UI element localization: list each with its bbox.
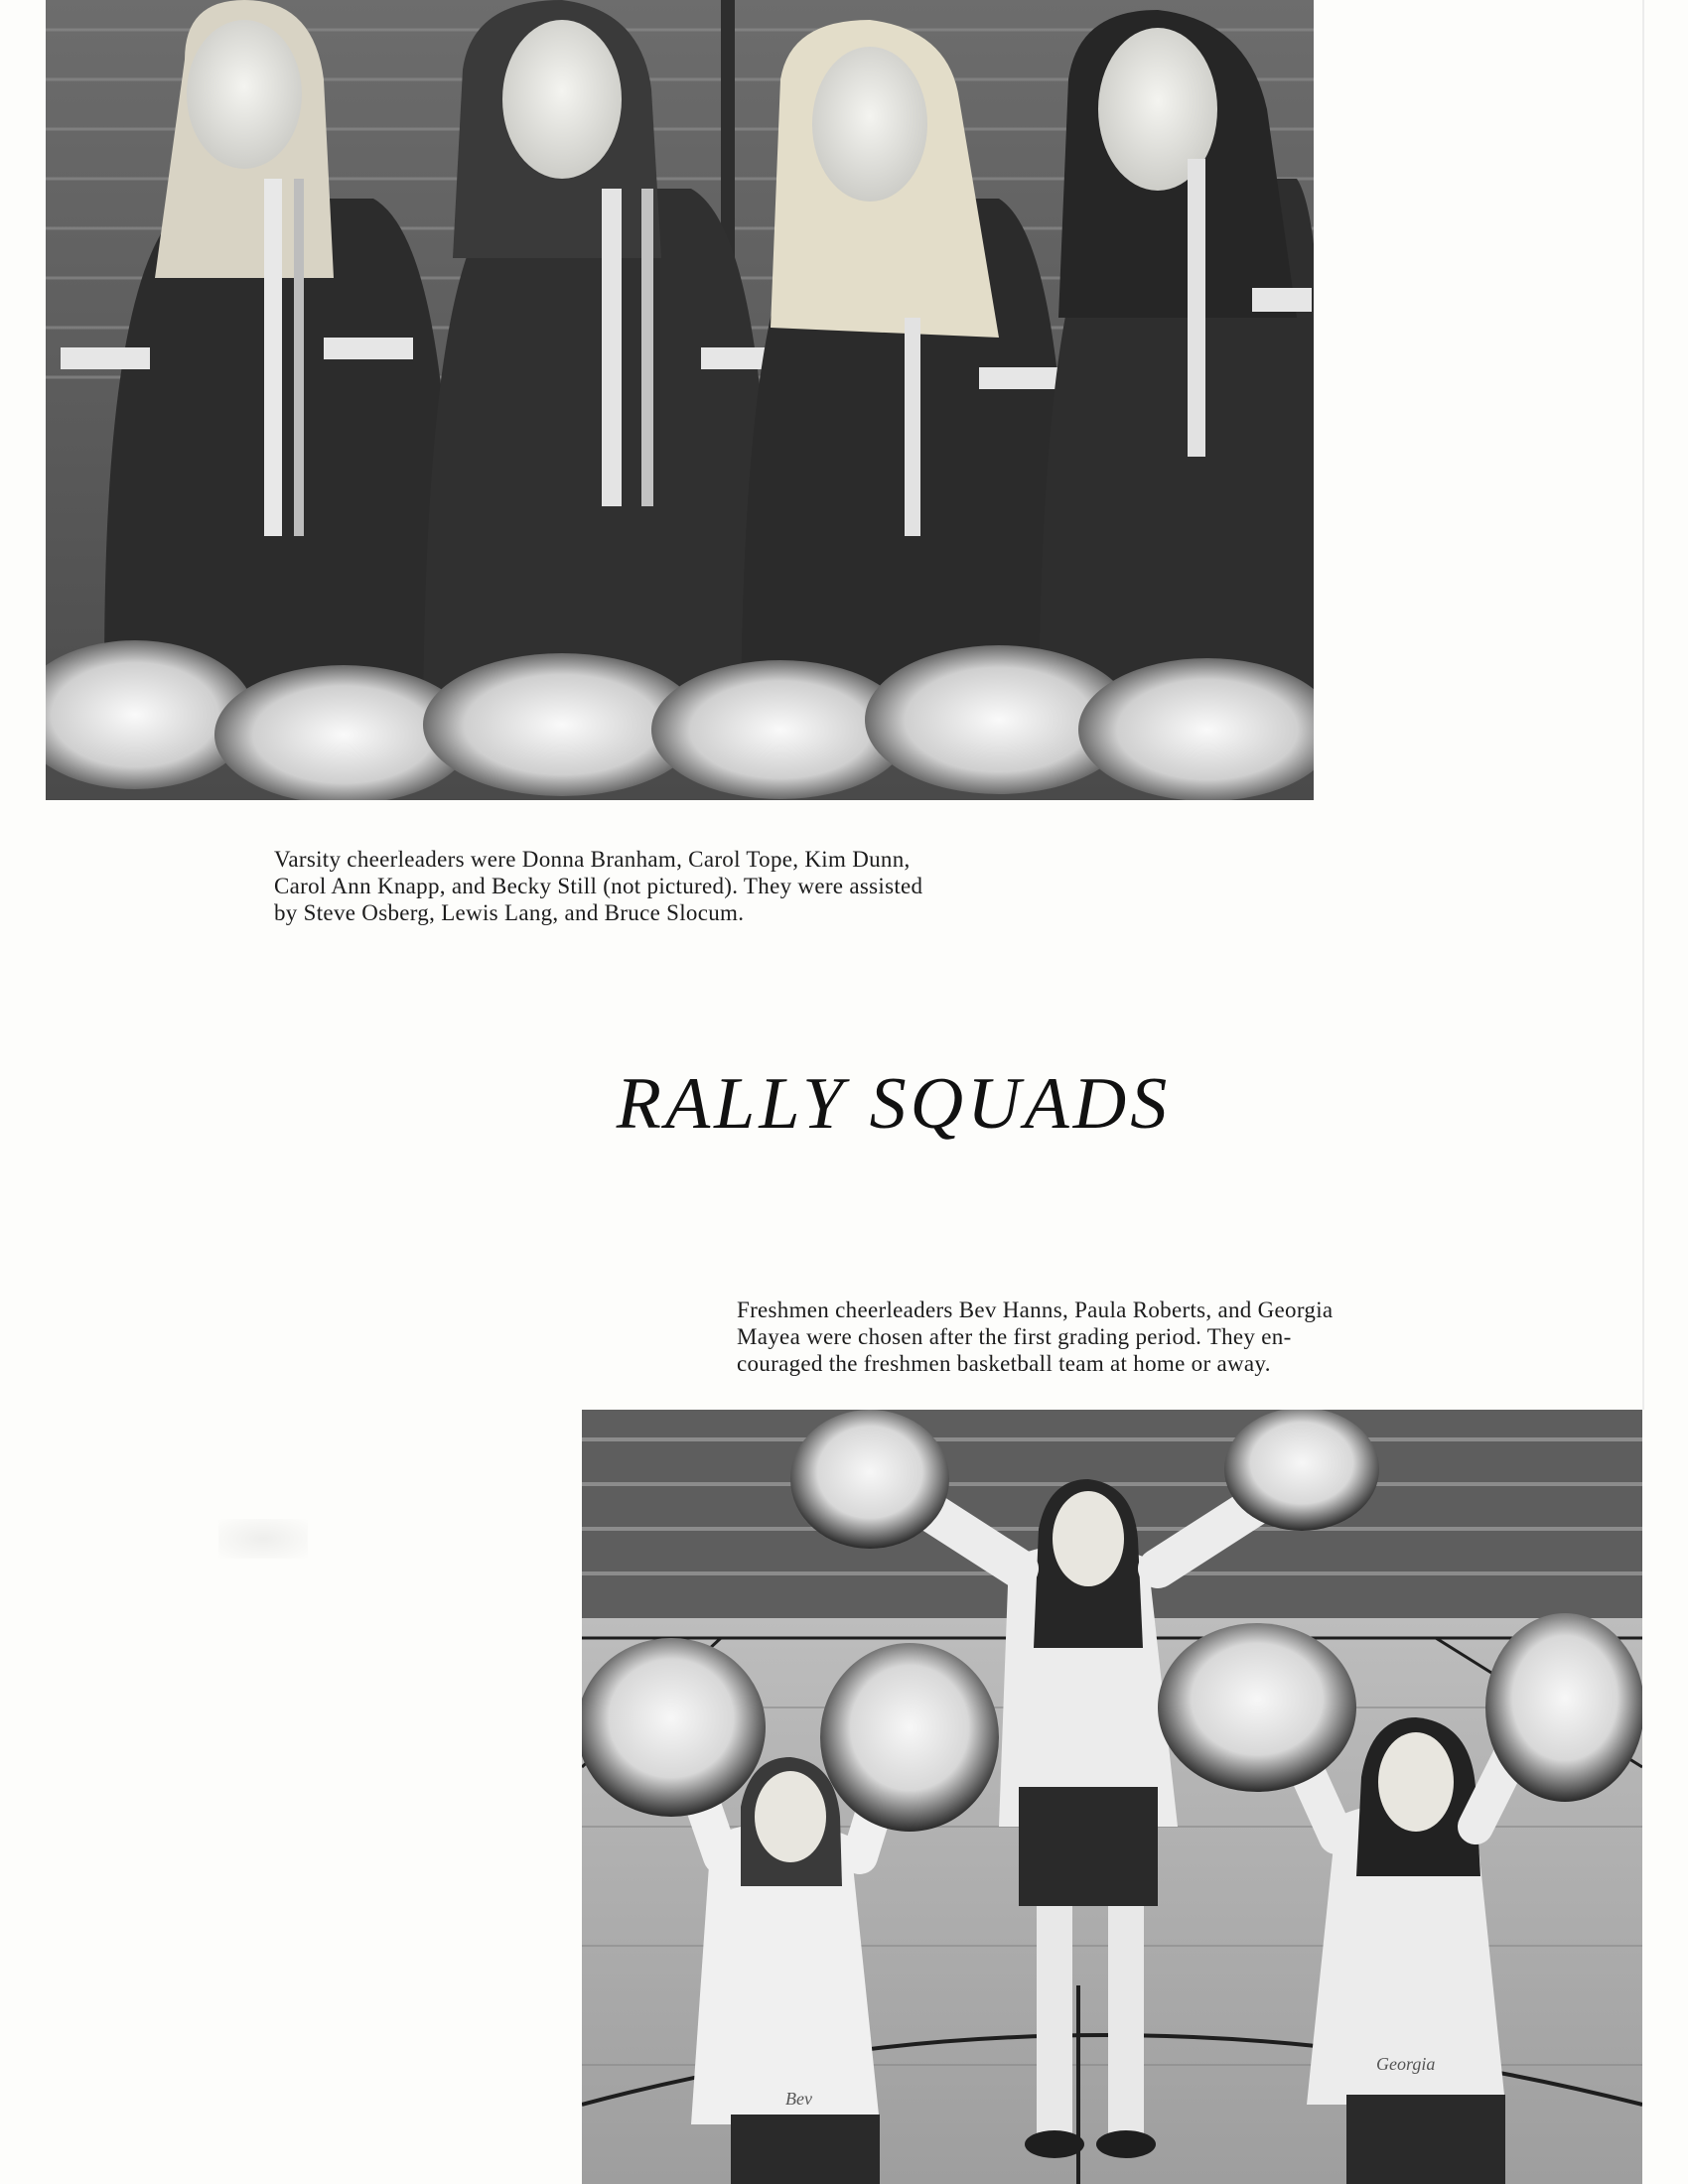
freshmen-cheerleaders-photo xyxy=(582,1410,1642,2184)
varsity-caption-line: Varsity cheerleaders were Donna Branham, Carol Tope, Kim Dunn, xyxy=(274,847,911,872)
freshmen-caption-line: Freshmen cheerleaders Bev Hanns, Paula Roberts, and Georgia xyxy=(737,1297,1334,1322)
freshmen-caption xyxy=(737,1297,1333,1377)
varsity-caption-line: Carol Ann Knapp, and Becky Still (not pictured). They were assisted xyxy=(274,874,923,898)
varsity-caption-line: by Steve Osberg, Lewis Lang, and Bruce Slocum. xyxy=(274,900,745,925)
page-title: RALLY SQUADS xyxy=(616,1063,1172,1145)
svg-text:Georgia: Georgia xyxy=(1376,2054,1436,2074)
svg-text:Bev: Bev xyxy=(785,2089,812,2109)
varsity-cheerleaders-photo xyxy=(46,0,1314,800)
freshmen-caption-line: couraged the freshmen basketball team at home or away. xyxy=(737,1351,1271,1376)
page-smudge xyxy=(218,1519,308,1559)
page-edge xyxy=(1642,0,1644,1410)
freshmen-caption-line: Mayea were chosen after the first grading period. They en- xyxy=(737,1324,1292,1349)
varsity-caption xyxy=(274,846,922,926)
